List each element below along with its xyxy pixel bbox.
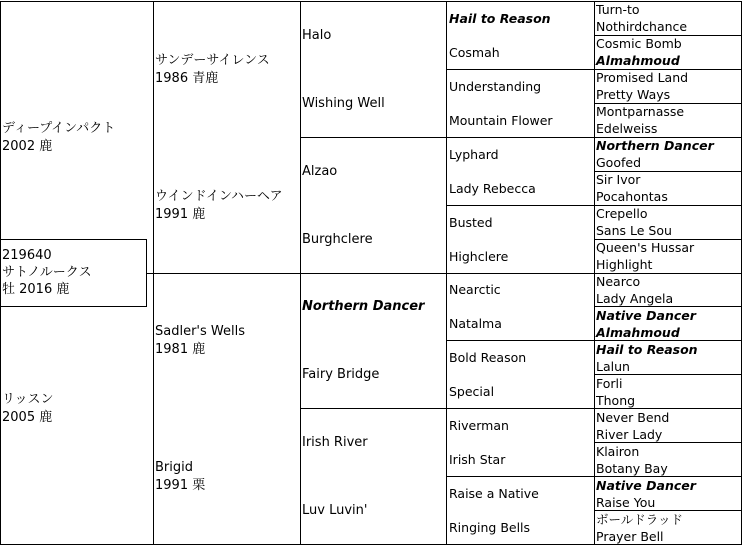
gen5-name: Edelweiss — [596, 121, 658, 137]
gen4-name: Special — [449, 384, 495, 400]
gen2-info: 1991 鹿 — [155, 206, 206, 222]
gen5-name: Turn-to — [596, 2, 640, 18]
gen3-name: Northern Dancer — [302, 299, 425, 315]
gen5-name: Pretty Ways — [596, 87, 671, 103]
gen4-name: Natalma — [449, 316, 502, 332]
gen5-name: Hail to Reason — [596, 341, 698, 357]
sire-name: ディープインパクト — [2, 120, 116, 136]
gen2-name: ウインドインハーヘア — [155, 188, 283, 204]
sire-name: リッスン — [2, 392, 54, 408]
gen4-name: Busted — [449, 214, 493, 230]
gen4-name: Nearctic — [449, 282, 501, 298]
gen5-name: Lady Angela — [596, 290, 674, 306]
gen4-name: Lady Rebecca — [449, 180, 536, 196]
gen4-name: Highclere — [449, 248, 509, 264]
gen2-info: 1981 鹿 — [155, 342, 206, 358]
gen5-name: Nothirdchance — [596, 19, 688, 35]
gen5-name: Sir Ivor — [596, 172, 641, 188]
gen5-name: Almahmoud — [596, 53, 680, 69]
gen5-name: Botany Bay — [596, 460, 668, 476]
gen3-name: Fairy Bridge — [302, 367, 380, 383]
gen5-name: Almahmoud — [596, 324, 680, 340]
sire-info: 2005 鹿 — [2, 410, 53, 426]
gen5-name: Native Dancer — [596, 477, 696, 493]
gen5-name: Highlight — [596, 257, 653, 273]
gen5-name: Montparnasse — [596, 104, 685, 120]
gen5-name: Queen's Hussar — [596, 240, 695, 256]
gen2-name: Sadler's Wells — [155, 324, 245, 340]
gen5-name: Never Bend — [596, 409, 670, 425]
gen5-name: Nearco — [596, 273, 641, 289]
gen4-name: Understanding — [449, 78, 542, 94]
gen3-name: Wishing Well — [302, 95, 385, 111]
gen3-name: Luv Luvin' — [302, 503, 368, 519]
subject-info: 牡 2016 鹿 — [2, 282, 70, 297]
gen2-info: 1991 栗 — [155, 478, 206, 494]
gen2-info: 1986 青鹿 — [155, 70, 219, 86]
gen5-name: Northern Dancer — [596, 138, 714, 154]
gen5-name: Crepello — [596, 206, 648, 222]
gen4-name: Bold Reason — [449, 350, 527, 366]
gen5-name: Pocahontas — [596, 189, 668, 205]
gen3-name: Irish River — [302, 435, 368, 451]
gen3-name: Burghclere — [302, 231, 373, 247]
sire-info: 2002 鹿 — [2, 138, 53, 154]
gen5-name: River Lady — [596, 426, 663, 442]
gen3-name: Alzao — [302, 163, 338, 179]
gen3-name: Halo — [302, 27, 332, 43]
gen4-name: Cosmah — [449, 44, 500, 60]
gen5-name: Goofed — [596, 155, 642, 171]
gen5-name: Native Dancer — [596, 307, 696, 323]
subject-id: 219640 — [2, 248, 52, 263]
gen5-name: Forli — [596, 375, 623, 391]
gen5-name: Thong — [596, 392, 636, 408]
gen5-name: Raise You — [596, 494, 656, 510]
gen4-name: Riverman — [449, 418, 509, 434]
gen5-name: Sans Le Sou — [596, 223, 672, 239]
gen2-name: サンデーサイレンス — [155, 52, 270, 68]
gen4-name: Hail to Reason — [449, 10, 551, 26]
gen5-name: Cosmic Bomb — [596, 36, 682, 52]
gen5-name: Promised Land — [596, 70, 689, 86]
gen5-name: Klairon — [596, 443, 640, 459]
gen4-name: Irish Star — [449, 452, 506, 468]
gen5-name: Lalun — [596, 358, 630, 374]
gen4-name: Lyphard — [449, 146, 499, 162]
gen4-name: Ringing Bells — [449, 520, 531, 536]
gen5-name: Prayer Bell — [596, 528, 664, 544]
subject-name: サトノルークス — [2, 265, 92, 280]
gen2-name: Brigid — [155, 460, 193, 476]
gen5-name: ボールドラッド — [596, 511, 684, 527]
gen4-name: Mountain Flower — [449, 112, 553, 128]
gen4-name: Raise a Native — [449, 486, 539, 502]
